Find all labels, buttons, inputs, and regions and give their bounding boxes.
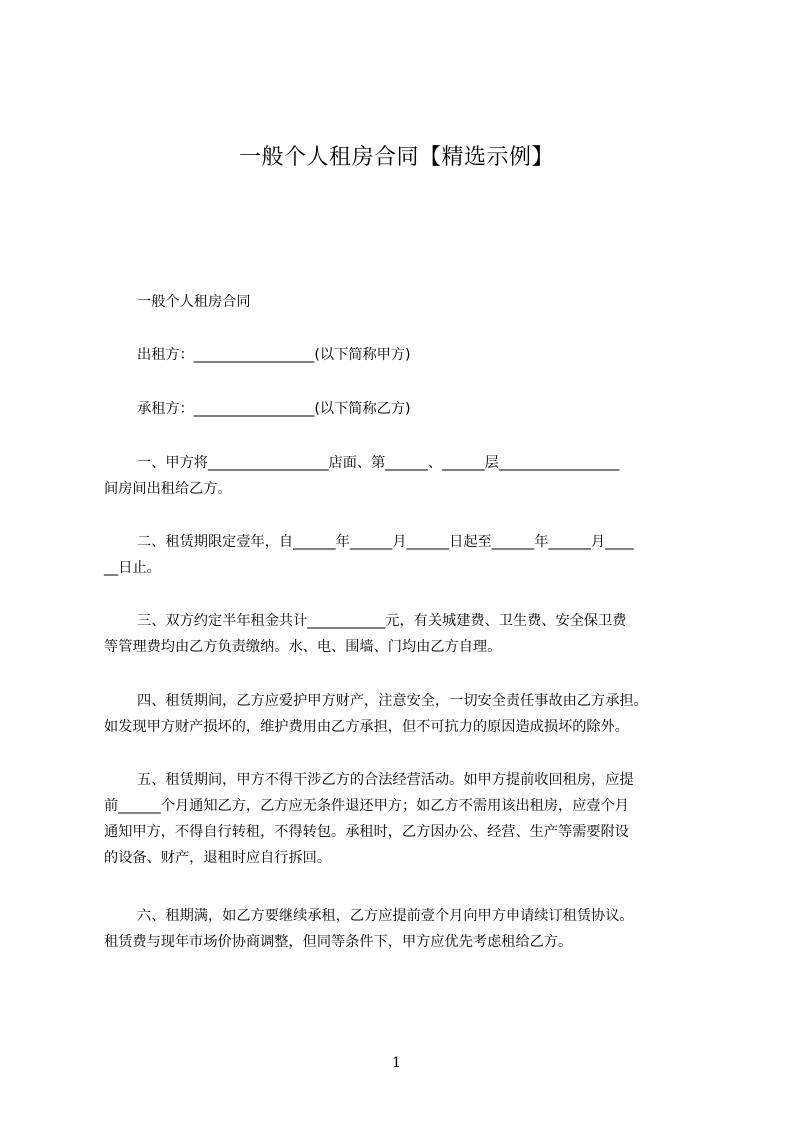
clause-line: 一、甲方将_________________店面、第______、______层_________________ xyxy=(137,455,620,471)
clause-line: __日止。 xyxy=(104,560,161,576)
clause-line: 间房间出租给乙方。 xyxy=(104,481,232,497)
lessor-line: 出租方：_________________(以下简称甲方) xyxy=(137,347,411,363)
clause-line: 如发现甲方财产损坏的，维护费用由乙方承担，但不可抗力的原因造成损坏的除外。 xyxy=(104,719,629,735)
clause-line: 通知甲方，不得自行转租，不得转包。承租时，乙方因办公、经营、生产等需要附设 xyxy=(104,824,629,840)
clause-line: 二、租赁期限定壹年，自______年______月______日起至______年______月____ xyxy=(137,534,634,550)
clause-line: 前______个月通知乙方，乙方应无条件退还甲方；如乙方不需用该出租房，应壹个月 xyxy=(104,798,629,814)
lessee-line: 承租方：_________________(以下简称乙方) xyxy=(137,401,411,417)
clause-line: 六、租期满，如乙方要继续承租，乙方应提前壹个月向甲方申请续订租赁协议。 xyxy=(137,908,634,924)
document-title: 一般个人租房合同【精选示例】 xyxy=(238,145,554,170)
contract-subtitle: 一般个人租房合同 xyxy=(137,294,251,310)
page-number: 1 xyxy=(392,1055,401,1071)
clause-line: 的设备、财产，退租时应自行拆回。 xyxy=(104,850,332,866)
clause-line: 四、租赁期间，乙方应爱护甲方财产，注意安全，一切安全责任事故由乙方承担。 xyxy=(137,693,648,709)
clause-line: 五、租赁期间，甲方不得干涉乙方的合法经营活动。如甲方提前收回租房，应提 xyxy=(137,772,634,788)
clause-line: 三、双方约定半年租金共计___________元，有关城建费、卫生费、安全保卫费 xyxy=(137,613,627,629)
clause-line: 租赁费与现年市场价协商调整，但同等条件下，甲方应优先考虑租给乙方。 xyxy=(104,934,573,950)
clause-line: 等管理费均由乙方负责缴纳。水、电、围墙、门均由乙方自理。 xyxy=(104,639,502,655)
